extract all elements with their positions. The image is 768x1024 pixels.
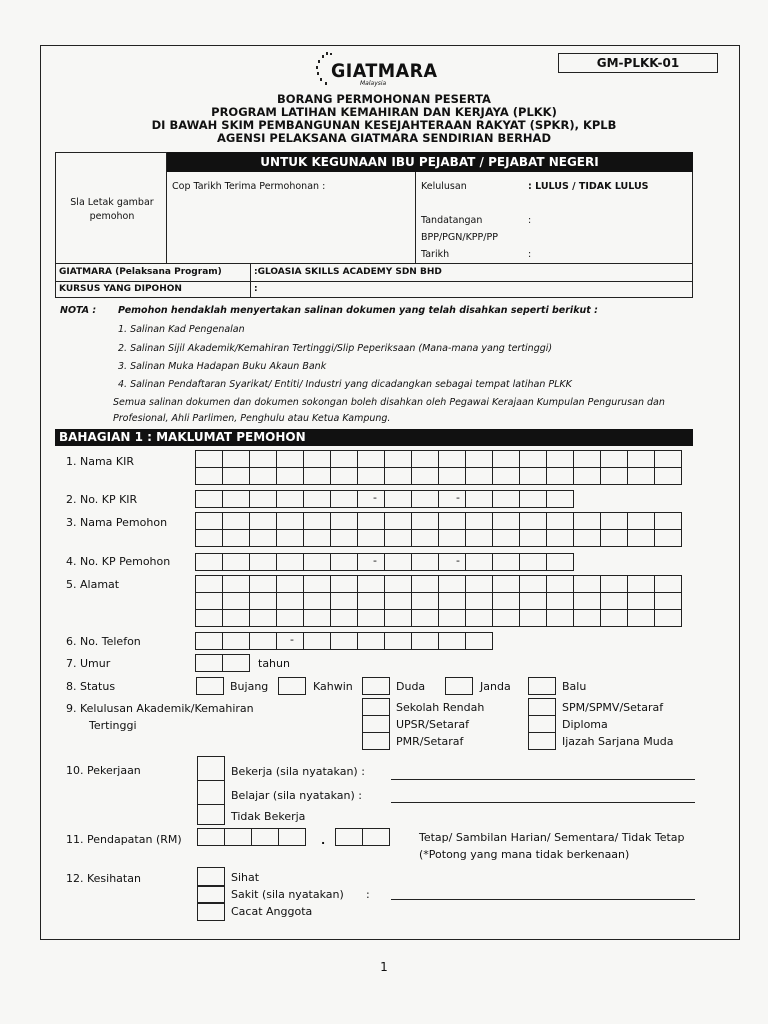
kp-kir-dash: -	[456, 491, 460, 504]
nama-kir-label: 1. Nama KIR	[66, 455, 135, 468]
kesihatan-option: Sihat	[231, 871, 260, 884]
pekerjaan-option: Bekerja (sila nyatakan) :	[231, 765, 365, 778]
status-option: Duda	[396, 680, 426, 693]
form-code: GM-PLKK-01	[558, 53, 718, 73]
kelulusan-akademik-label-2: Tertinggi	[89, 719, 137, 732]
status-option: Balu	[562, 680, 587, 693]
umur-grid[interactable]	[195, 654, 250, 672]
sakit-colon: :	[366, 888, 370, 901]
sakit-line[interactable]	[391, 899, 695, 900]
tandatangan-colon: :	[528, 215, 532, 226]
kp-kir-label: 2. No. KP KIR	[66, 493, 138, 506]
kp-kir-dash: -	[373, 491, 377, 504]
kesihatan-option: Cacat Anggota	[231, 905, 313, 918]
status-option: Janda	[480, 680, 511, 693]
tarikh-label: Tarikh	[421, 249, 450, 260]
kelulusan-akademik-label: 9. Kelulusan Akademik/Kemahiran	[66, 702, 254, 715]
nota-item: 2. Salinan Sijil Akademik/Kemahiran Tertinggi/Slip Peperiksaan (Mana-mana yang tertinggi)	[118, 343, 553, 354]
logo-text: GIATMARA	[331, 60, 438, 82]
divider	[55, 281, 693, 282]
pendapatan-label: 11. Pendapatan (RM)	[66, 833, 182, 846]
section1-header: BAHAGIAN 1 : MAKLUMAT PEMOHON	[55, 429, 693, 446]
form-title-4: AGENSI PELAKSANA GIATMARA SENDIRIAN BERHAD	[217, 131, 551, 145]
sihat-checkbox[interactable]	[197, 867, 225, 887]
kp-pemohon-dash: -	[456, 554, 460, 567]
kelulusan-value: : LULUS / TIDAK LULUS	[528, 181, 649, 192]
ijazah-checkbox[interactable]	[528, 732, 556, 750]
pekerjaan-label: 10. Pekerjaan	[66, 764, 141, 777]
sekolah-rendah-checkbox[interactable]	[362, 698, 390, 716]
status-janda-checkbox[interactable]	[445, 677, 473, 695]
diploma-checkbox[interactable]	[528, 715, 556, 733]
nota-item: 1. Salinan Kad Pengenalan	[118, 324, 245, 335]
kp-pemohon-grid[interactable]	[195, 553, 574, 571]
pendapatan-note-2: (*Potong yang mana tidak berkenaan)	[419, 848, 630, 861]
divider	[250, 264, 251, 298]
upsr-checkbox[interactable]	[362, 715, 390, 733]
status-option: Bujang	[230, 680, 269, 693]
alamat-grid[interactable]	[195, 575, 682, 627]
kp-kir-grid[interactable]	[195, 490, 574, 508]
kelulusan-option: Ijazah Sarjana Muda	[562, 735, 674, 748]
kelulusan-option: PMR/Setaraf	[396, 735, 464, 748]
umur-label: 7. Umur	[66, 657, 111, 670]
pekerjaan-option: Tidak Bekerja	[231, 810, 306, 823]
kelulusan-option: Sekolah Rendah	[396, 701, 485, 714]
telefon-dash: -	[290, 633, 294, 646]
kelulusan-label: Kelulusan	[421, 181, 467, 192]
pmr-checkbox[interactable]	[362, 732, 390, 750]
kelulusan-option: SPM/SPMV/Setaraf	[562, 701, 664, 714]
status-balu-checkbox[interactable]	[528, 677, 556, 695]
status-bujang-checkbox[interactable]	[196, 677, 224, 695]
telefon-label: 6. No. Telefon	[66, 635, 141, 648]
status-duda-checkbox[interactable]	[362, 677, 390, 695]
kursus-value: :	[254, 284, 258, 294]
cacat-checkbox[interactable]	[197, 902, 225, 921]
tarikh-colon: :	[528, 249, 532, 260]
status-option: Kahwin	[313, 680, 353, 693]
kelulusan-option: UPSR/Setaraf	[396, 718, 469, 731]
nota-item: 3. Salinan Muka Hadapan Buku Akaun Bank	[118, 361, 327, 372]
tidak-bekerja-checkbox[interactable]	[197, 804, 225, 825]
nota-footer: Profesional, Ahli Parlimen, Penghulu atau Ketua Kampung.	[113, 413, 391, 424]
pendapatan-sen-grid[interactable]	[335, 828, 390, 846]
page-number: 1	[380, 960, 388, 974]
kp-pemohon-label: 4. No. KP Pemohon	[66, 555, 171, 568]
divider	[166, 152, 167, 264]
tahun-label: tahun	[258, 657, 290, 670]
nota-label: NOTA :	[60, 305, 97, 316]
nama-pemohon-grid[interactable]	[195, 512, 682, 547]
pendapatan-note: Tetap/ Sambilan Harian/ Sementara/ Tidak Tetap	[419, 831, 685, 844]
status-label: 8. Status	[66, 680, 116, 693]
nota-intro: Pemohon hendaklah menyertakan salinan dokumen yang telah disahkan seperti berikut :	[118, 305, 598, 316]
giatmara-label: GIATMARA (Pelaksana Program)	[59, 267, 222, 277]
kursus-label: KURSUS YANG DIPOHON	[59, 284, 182, 294]
divider	[415, 172, 416, 264]
nota-item: 4. Salinan Pendaftaran Syarikat/ Entiti/ Industri yang dicadangkan sebagai tempat latihan PLKK	[118, 379, 572, 390]
telefon-grid[interactable]	[195, 632, 493, 650]
tandatangan-label: Tandatangan	[421, 215, 483, 226]
form-title-3: DI BAWAH SKIM PEMBANGUNAN KESEJAHTERAAN RAKYAT (SPKR), KPLB	[151, 118, 617, 132]
spm-checkbox[interactable]	[528, 698, 556, 716]
office-use-header: UNTUK KEGUNAAN IBU PEJABAT / PEJABAT NEGERI	[166, 152, 693, 172]
pendapatan-dot: .	[321, 834, 326, 847]
form-title-1: BORANG PERMOHONAN PESERTA	[277, 92, 491, 106]
pekerjaan-option: Belajar (sila nyatakan) :	[231, 789, 362, 802]
bpp-label: BPP/PGN/KPP/PP	[421, 232, 498, 243]
bekerja-line[interactable]	[391, 779, 695, 780]
belajar-line[interactable]	[391, 802, 695, 803]
status-kahwin-checkbox[interactable]	[278, 677, 306, 695]
logo-tagline: Malaysia	[360, 80, 387, 87]
kp-pemohon-dash: -	[373, 554, 377, 567]
kesihatan-label: 12. Kesihatan	[66, 872, 141, 885]
alamat-label: 5. Alamat	[66, 578, 120, 591]
nama-pemohon-label: 3. Nama Pemohon	[66, 516, 168, 529]
nama-kir-grid[interactable]	[195, 450, 682, 485]
nota-footer: Semua salinan dokumen dan dokumen sokongan boleh disahkan oleh Pegawai Kerajaan Kumpulan Pengurusan dan	[113, 397, 665, 408]
kesihatan-option: Sakit (sila nyatakan)	[231, 888, 344, 901]
form-title-2: PROGRAM LATIHAN KEMAHIRAN DAN KERJAYA (PLKK)	[211, 105, 557, 119]
photo-placeholder-label: Sla Letak gambar pemohon	[70, 197, 154, 222]
stamp-label: Cop Tarikh Terima Permohonan :	[172, 181, 326, 192]
pendapatan-grid[interactable]	[197, 828, 306, 846]
bekerja-checkbox[interactable]	[197, 756, 225, 781]
giatmara-value: :GLOASIA SKILLS ACADEMY SDN BHD	[254, 267, 442, 277]
kelulusan-option: Diploma	[562, 718, 608, 731]
belajar-checkbox[interactable]	[197, 780, 225, 805]
